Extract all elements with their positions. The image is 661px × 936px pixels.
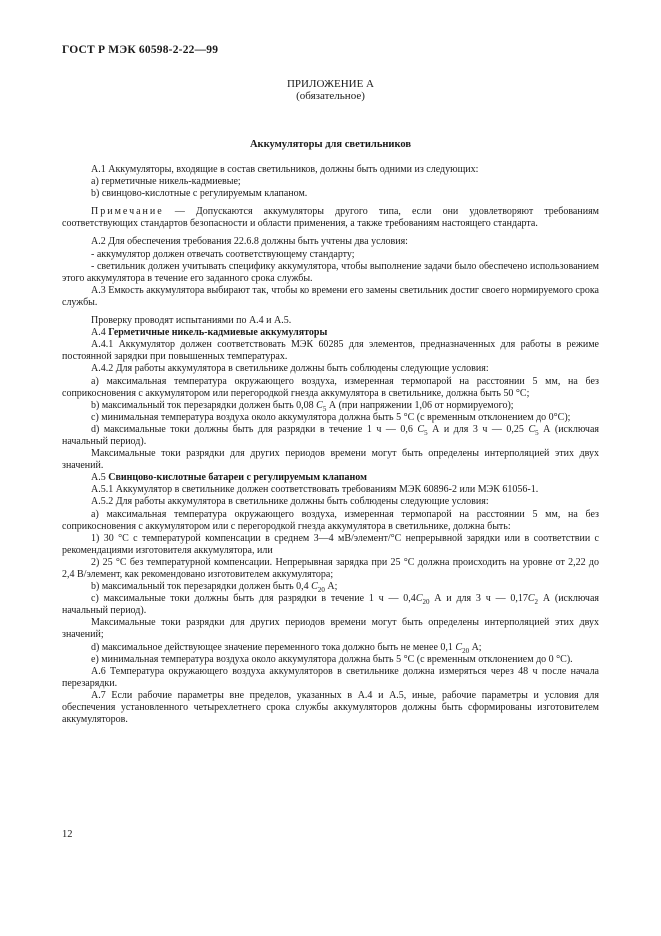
subscript: 20 [462,646,470,655]
text-run: b) максимальный ток перезарядки должен быть 0,4 [91,581,312,593]
subscript: 2 [534,598,539,607]
paragraph-a52: А.5.2 Для работы аккумулятора в светильнике должны быть соблюдены следующие условия: [91,496,489,508]
list-item-a52-d [62,642,599,654]
list-item-a42-d [62,424,599,448]
symbol-c: C [417,423,425,435]
text-run: А и для 3 ч — 0,17 [429,593,528,605]
note-text: — Допускаются аккумуляторы другого типа, если они удовлетворяют требованиям соответствующих стандартов безопасности и области применения, а также требованиям настоящего стандарта. [62,206,599,230]
appendix-subtitle: (обязательное) [296,90,365,102]
subscript: 20 [422,598,430,607]
paragraph-a6: А.6 Температура окружающего воздуха аккумуляторов в светильнике должна измеряться через 48 ч после начала перезарядки. [62,665,599,689]
subscript: 5 [322,404,327,413]
heading-a4-number: А.4 [91,327,109,339]
note-paragraph [62,206,599,230]
subscript: 5 [424,428,428,437]
text-run: d) максимальные токи должны быть для разрядки в течение 1 ч — 0,6 [91,423,418,435]
list-item-a2-2: - светильник должен учитывать специфику аккумулятора, чтобы выполнение задачи было обеспечено использованием этого аккумулятора в течение его заданного срока службы. [62,260,599,284]
symbol-c: C [455,641,463,653]
paragraph-a2: А.2 Для обеспечения требования 22.6.8 должны быть учтены два условия: [91,236,408,248]
page-number: 12 [62,829,73,840]
list-item-a52-c [62,593,599,617]
text-run: А и для 3 ч — 0,25 [427,423,529,435]
list-item-a52-a: а) максимальная температура окружающего воздуха, измеренная термопарой на расстоянии 5 мм, на без соприкосновения с аккумулятором или с перегородкой гнезда аккумулятора в светильнике, должна быть: [62,508,599,532]
text-run: А (при напряжении 1,06 от нормируемого); [326,399,514,411]
paragraph-a51: А.5.1 Аккумулятор в светильнике должен соответствовать требованиям МЭК 60896-2 или МЭК 61056-1. [91,484,539,496]
text-run: А (исключая начальный период). [62,593,599,617]
document-body [62,164,599,726]
paragraph-check: Проверку проводят испытаниями по А.4 и А.5. [91,315,292,327]
paragraph-a1: А.1 Аккумуляторы, входящие в состав светильников, должны быть одними из следующих: [91,164,479,175]
standard-header: ГОСТ Р МЭК 60598-2-22—99 [62,44,219,56]
list-item-a1-a: а) герметичные никель-кадмиевые; [91,176,241,188]
symbol-c: C [527,593,535,605]
text-run: А; [324,581,338,593]
symbol-c: C [415,593,423,605]
symbol-c: C [316,399,323,411]
list-item-a52-b [62,581,599,593]
list-item-a42-a: а) максимальная температура окружающего воздуха, измеренная термопарой на расстоянии 5 мм, на без соприкосновения с аккумулятором или перегородкой гнезда аккумулятора в светильнике, должна быть 50 °С; [62,375,599,399]
paragraph-a7: А.7 Если рабочие параметры вне пределов, указанных в А.4 и А.5, иные, рабочие параметры и условия для обеспечения установленного четырехлетнего срока службы аккумуляторов должны быть сформированы изготовителем аккумуляторов. [62,689,599,726]
symbol-c: C [311,581,318,593]
paragraph-a42: А.4.2 Для работы аккумулятора в светильнике должны быть соблюдены следующие условия: [91,363,489,375]
symbol-c: C [528,423,536,435]
subscript: 5 [535,428,539,437]
heading-a4-title: Герметичные никель-кадмиевые аккумуляторы [108,327,328,339]
heading-a5-title: Свинцово-кислотные батареи с регулируемым клапаном [108,472,367,484]
list-item-a1-b: b) свинцово-кислотные с регулируемым клапаном. [91,188,308,200]
paragraph-a3: А.3 Емкость аккумулятора выбирают так, чтобы ко времени его замены светильник достиг своего нормируемого срока службы. [62,284,599,308]
text-run: с) максимальные токи должны быть для разрядки в течение 1 ч — 0,4 [91,593,416,605]
list-item-a2-1: - аккумулятор должен отвечать соответствующему стандарту; [91,248,355,260]
text-run: А (исключая начальный период). [62,423,599,447]
note-label: Примечание [91,206,164,218]
list-item-a42-c: с) минимальная температура воздуха около аккумулятора должна быть 5 °С (с временным отклонением до 0°С); [91,411,571,423]
text-run: b) максимальный ток перезарядки должен быть 0,08 [91,399,317,411]
appendix-heading [0,78,661,102]
section-title: Аккумуляторы для светильников [249,139,412,150]
list-item-a52-2: 2) 25 °С без температурной компенсации. Непрерывная зарядка при 25 °С должна происходить на уровне от 2,22 до 2,4 В/элемент, как рекомендовано изготовителем аккумулятора; [62,556,599,580]
list-item-a42-b [62,400,599,412]
heading-a4 [62,327,599,339]
paragraph-max-currents: Максимальные токи разрядки для других периодов времени могут быть определены интерполяцией этих двух значений. [62,448,599,472]
paragraph-a41: А.4.1 Аккумулятор должен соответствовать МЭК 60285 для элементов, предназначенных для работы в режиме постоянной зарядки при повышенных температурах. [62,339,599,363]
list-item-a52-e: е) минимальная температура воздуха около аккумулятора должна быть 5 °С (с временным отклонением до 0 °С). [91,653,573,665]
heading-a5 [62,472,599,484]
appendix-title: ПРИЛОЖЕНИЕ А [286,78,374,90]
paragraph-max-currents-2: Максимальные токи разрядки для других периодов времени могут быть определены интерполяцией этих двух значений; [62,617,599,641]
text-run: А; [469,641,482,653]
subscript: 20 [317,586,325,595]
heading-a5-number: А.5 [91,472,109,484]
text-run: d) максимальное действующее значение переменного тока должно быть не менее 0,1 [91,641,456,653]
list-item-a52-1: 1) 30 °С с температурой компенсации в среднем 3—4 мВ/элемент/°С непрерывной зарядки или в соответствии с рекомендациями изготовителя аккумулятора, или [62,532,599,556]
